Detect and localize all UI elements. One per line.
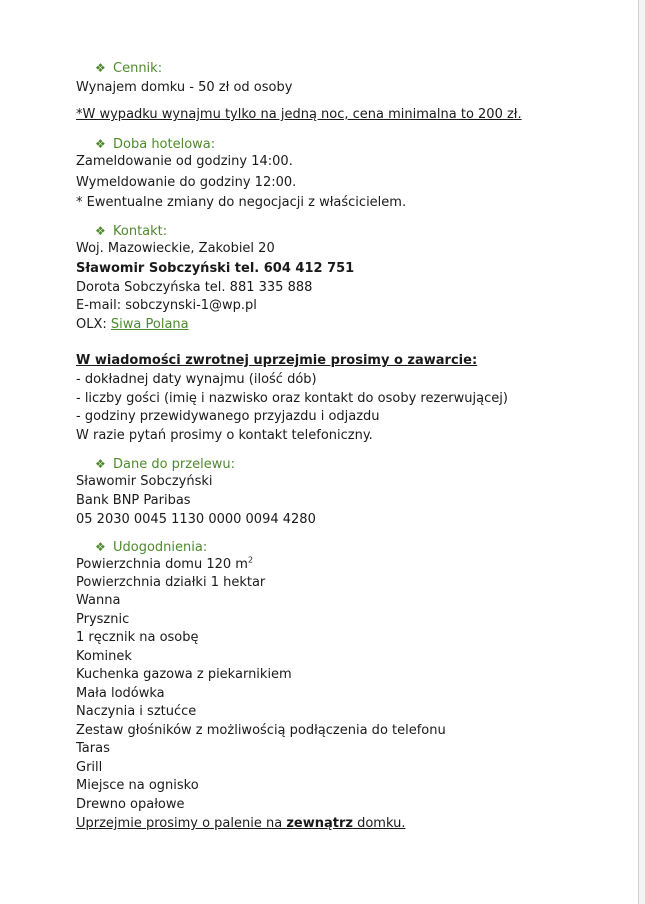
reply-item-3: - godziny przewidywanego przyjazdu i odjazdu [76, 409, 380, 424]
contact-person-1: Sławomir Sobczyński tel. 604 412 751 [76, 261, 355, 276]
four-diamond-bullet-icon: ❖ [95, 540, 106, 554]
reply-closing: W razie pytań prosimy o kontakt telefoniczny. [76, 428, 373, 443]
four-diamond-bullet-icon: ❖ [95, 224, 106, 238]
contact-person-2: Dorota Sobczyńska tel. 881 335 888 [76, 280, 313, 295]
amenity-area-house: Powierzchnia domu 120 $m^2$ [76, 555, 254, 572]
olx-label: OLX: [76, 317, 111, 332]
reply-info-heading: W wiadomości zwrotnej uprzejmie prosimy o zawarcie: [76, 353, 478, 368]
section-heading-udogodnienia: ❖ Udogodnienia: [95, 540, 208, 555]
price-line: Wynajem domku - 50 zł od osoby [76, 80, 293, 95]
olx-link[interactable]: Siwa Polana [110, 317, 189, 332]
amenity-item: Mała lodówka [76, 686, 165, 701]
amenity-item: 1 ręcznik na osobę [76, 630, 199, 645]
section-heading-kontakt: ❖ Kontakt: [95, 224, 168, 239]
amenity-item: Grill [76, 760, 103, 775]
amenity-item: Taras [76, 741, 110, 756]
amenity-item: Prysznic [76, 612, 130, 627]
reply-item-2: - liczby gości (imię i nazwisko oraz kontakt do osoby rezerwującej) [76, 391, 508, 406]
address-line: Woj. Mazowieckie, Zakobiel 20 [76, 241, 275, 256]
amenity-item: Wanna [76, 593, 121, 608]
amenity-item: Kominek [76, 649, 132, 664]
price-note: *W wypadku wynajmu tylko na jedną noc, cena minimalna to 200 zł. [76, 107, 522, 122]
four-diamond-bullet-icon: ❖ [95, 61, 106, 75]
checkin-line: Zameldowanie od godziny 14:00. [76, 154, 293, 169]
amenity-item: Kuchenka gazowa z piekarnikiem [76, 667, 292, 682]
checkout-line: Wymeldowanie do godziny 12:00. [76, 175, 297, 190]
section-heading-przelew: ❖ Dane do przelewu: [95, 457, 235, 472]
section-heading-doba: ❖ Doba hotelowa: [95, 137, 216, 152]
negotiation-note: * Ewentualne zmiany do negocjacji z właścicielem. [76, 195, 407, 210]
four-diamond-bullet-icon: ❖ [95, 137, 106, 151]
transfer-account: 05 2030 0045 1130 0000 0094 4280 [76, 512, 316, 527]
section-heading-cennik: ❖ Cennik: [95, 61, 163, 76]
four-diamond-bullet-icon: ❖ [95, 457, 106, 471]
transfer-bank: Bank BNP Paribas [76, 493, 191, 508]
amenity-item: Zestaw głośników z możliwością podłączenia do telefonu [76, 723, 446, 738]
transfer-name: Sławomir Sobczyński [76, 474, 213, 489]
email-line: E-mail: sobczynski-1@wp.pl [76, 298, 257, 313]
reply-item-1: - dokładnej daty wynajmu (ilość dób) [76, 372, 317, 387]
olx-line [76, 316, 189, 334]
amenity-item: Naczynia i sztućce [76, 704, 197, 719]
amenity-item: Drewno opałowe [76, 797, 185, 812]
amenity-item: Powierzchnia działki 1 hektar [76, 575, 266, 590]
amenity-item: Miejsce na ognisko [76, 778, 199, 793]
outdoor-smoking-note: Uprzejmie prosimy o palenie na zewnątrz domku. [76, 816, 406, 831]
page-edge [638, 0, 645, 904]
